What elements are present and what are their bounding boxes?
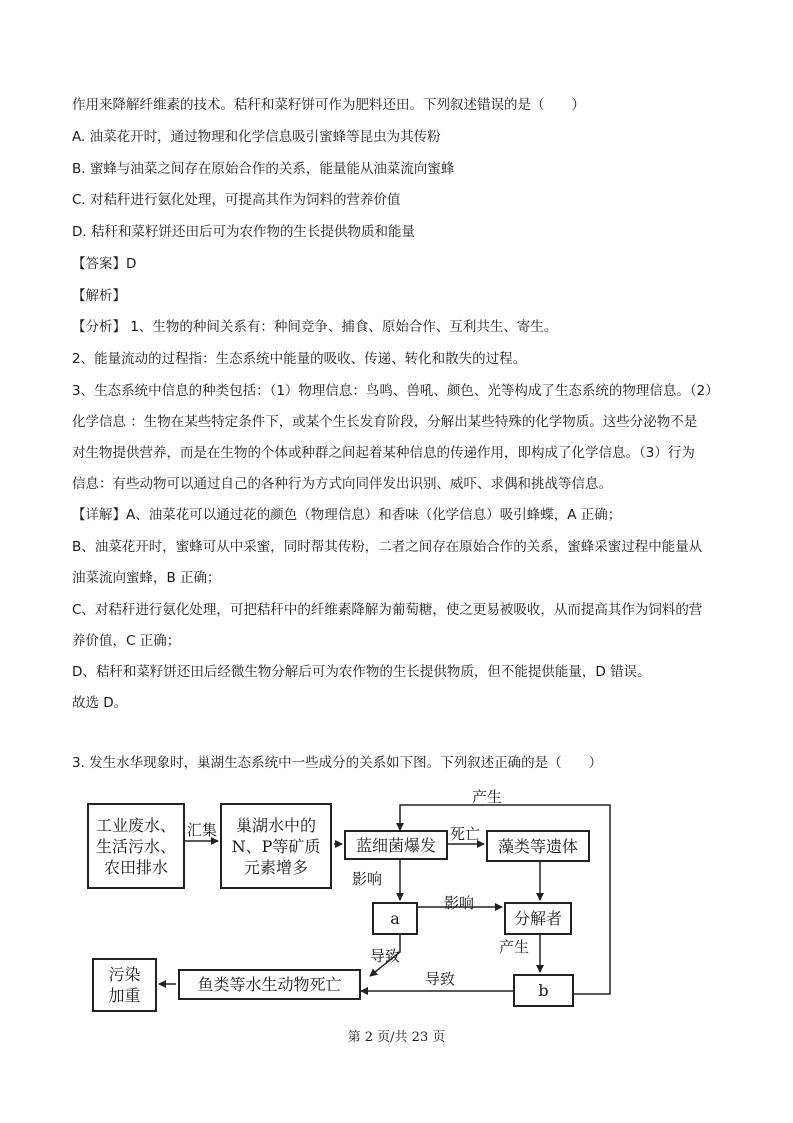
analysis-line-3: 3、生态系统中信息的种类包括：（1）物理信息：鸟鸣、兽吼、颜色、光等构成了生态系统的物理信息。（2） xyxy=(72,383,719,399)
decomposer-box: 分解者 xyxy=(504,902,572,935)
page-footer: 第 2 页/共 23 页 xyxy=(347,1030,446,1045)
question-3: 3. 发生水华现象时，巢湖生态系统中一些成分的关系如下图。下列叙述正确的是（ ） xyxy=(72,755,603,771)
sources-line-1: 工业废水、 xyxy=(95,815,176,835)
remains-box: 藻类等遗体 xyxy=(486,830,590,862)
b-box: b xyxy=(513,974,574,1007)
detail-line-6: D、秸秆和菜籽饼还田后经微生物分解后可为农作物的生长提供物质，但不能提供能量，D 错误。 xyxy=(72,664,651,680)
analysis-line-5: 对生物提供营养，而是在生物的个体或种群之间起着某种信息的传递作用，即构成了化学信息。（3）行为 xyxy=(72,445,695,461)
ecosystem-diagram xyxy=(84,786,644,1016)
fish-death-box: 鱼类等水生动物死亡 xyxy=(178,969,361,1000)
nutrients-line-1: 巢湖水中的 xyxy=(235,815,316,835)
label-influence-1: 影响 xyxy=(352,870,383,888)
analysis-line-4: 化学信息 ：生物在某些特定条件下，或某个生长发育阶段，分解出某些特殊的化学物质。这些分泌物不是 xyxy=(72,414,698,430)
nutrients-box xyxy=(220,803,332,889)
answer-tag: 【答案】 xyxy=(72,256,126,272)
nutrients-line-3: 元素增多 xyxy=(243,857,308,877)
analysis-line-2: 2、能量流动的过程指：生态系统中能量的吸收、传递、转化和散失的过程。 xyxy=(72,351,527,367)
a-box: a xyxy=(372,902,418,935)
label-cause-1: 导致 xyxy=(370,947,401,965)
detail-line-3: 油菜流向蜜蜂，B 正确； xyxy=(72,570,221,586)
option-d: D. 秸秆和菜籽饼还田后可为农作物的生长提供物质和能量 xyxy=(72,224,415,240)
analysis-tag: 【解析】 xyxy=(72,288,126,304)
label-cause-2: 导致 xyxy=(425,970,456,988)
question-stem-tail: 作用来降解纤维素的技术。秸秆和菜籽饼可作为肥料还田。下列叙述错误的是（ ） xyxy=(72,97,585,113)
detail-line-4: C、对秸秆进行氨化处理，可把秸秆中的纤维素降解为葡萄糖，使之更易被吸收，从而提高其作为饲料的营 xyxy=(72,602,703,618)
label-death: 死亡 xyxy=(450,825,481,843)
label-influence-2: 影响 xyxy=(444,894,475,912)
label-produce-top: 产生 xyxy=(472,788,503,806)
pollution-line-1: 污染 xyxy=(108,965,141,984)
analysis-line-1: 【分析】 1、生物的种间关系有：种间竞争、捕食、原始合作、互利共生、寄生。 xyxy=(72,319,558,335)
detail-line-2: B、油菜花开时，蜜蜂可从中采蜜，同时帮其传粉，二者之间存在原始合作的关系，蜜蜂采蜜过程中能量从 xyxy=(72,539,703,555)
answer-value: D xyxy=(126,256,137,272)
label-produce-2: 产生 xyxy=(499,938,530,956)
conclusion-line: 故选 D。 xyxy=(72,695,128,711)
detail-line-5: 养价值，C 正确； xyxy=(72,633,181,649)
pollution-line-2: 加重 xyxy=(108,986,141,1005)
sources-box xyxy=(87,803,185,889)
option-a: A. 油菜花开时，通过物理和化学信息吸引蜜蜂等昆虫为其传粉 xyxy=(72,129,441,145)
cyanobacteria-box: 蓝细菌爆发 xyxy=(344,830,448,860)
sources-line-3: 农田排水 xyxy=(103,857,168,877)
label-collect: 汇集 xyxy=(187,821,218,839)
option-c: C. 对秸秆进行氨化处理，可提高其作为饲料的营养价值 xyxy=(72,192,401,208)
answer-line xyxy=(72,255,136,273)
option-b: B. 蜜蜂与油菜之间存在原始合作的关系，能量能从油菜流向蜜蜂 xyxy=(72,161,455,177)
analysis-line-6: 信息：有些动物可以通过自己的各种行为方式向同伴发出识别、威吓、求偶和挑战等信息。 xyxy=(72,476,612,492)
nutrients-line-2: N、P等矿质 xyxy=(231,836,321,856)
sources-line-2: 生活污水、 xyxy=(95,836,176,856)
pollution-box xyxy=(92,958,157,1012)
detail-line-1: 【详解】A、油菜花可以通过花的颜色（物理信息）和香味（化学信息）吸引蜂蝶，A 正确； xyxy=(72,507,622,523)
